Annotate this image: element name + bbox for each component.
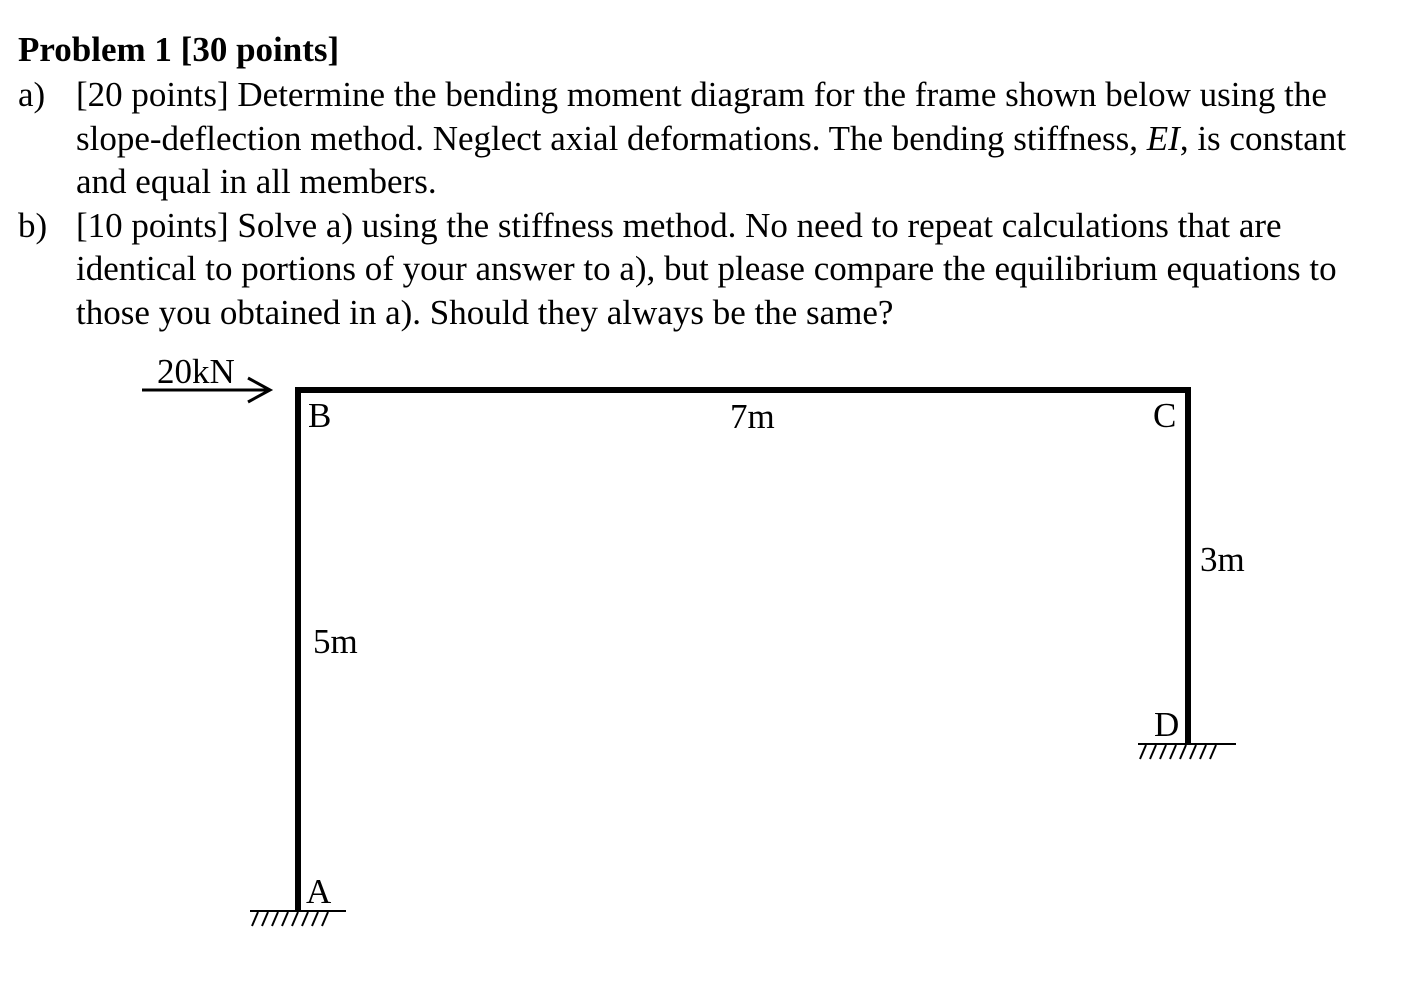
- node-label-a: A: [306, 872, 332, 911]
- node-label-c: C: [1153, 396, 1177, 435]
- part-b-text: [10 points] Solve a) using the stiffness method. No need to repeat calculations that are identical to portions of your answer to a), but please compare the equilibrium equations to those you obtained in a). Should they always be the same?: [76, 205, 1337, 332]
- part-a-label: a): [18, 75, 46, 114]
- node-label-b: B: [308, 396, 332, 435]
- dimension-cd: 3m: [1200, 540, 1245, 579]
- dimension-ab: 5m: [313, 622, 358, 661]
- part-b-label: b): [18, 205, 48, 245]
- part-a-text-emph: EI: [1146, 118, 1180, 158]
- fixed-support-a-icon: [250, 911, 346, 926]
- part-b: [18, 204, 1403, 335]
- part-a-text: [76, 75, 1346, 201]
- problem-statement: [18, 30, 1403, 334]
- dimension-bc: 7m: [730, 397, 775, 436]
- part-a-text-after: , is constant and equal in all members.: [76, 118, 1347, 201]
- part-a-text-before: [20 points] Determine the bending moment diagram for the frame shown below using the slope-deflection method. Neglect axial deformations. The bending stiffness,: [76, 75, 1327, 158]
- part-a: [18, 73, 1403, 204]
- node-label-d: D: [1154, 705, 1180, 744]
- frame-diagram: [0, 340, 1411, 985]
- frame-figure: [0, 340, 1411, 985]
- load-label: 20kN: [157, 352, 235, 391]
- fixed-support-d-icon: [1138, 744, 1236, 759]
- problem-title: Problem 1 [30 points]: [18, 30, 340, 69]
